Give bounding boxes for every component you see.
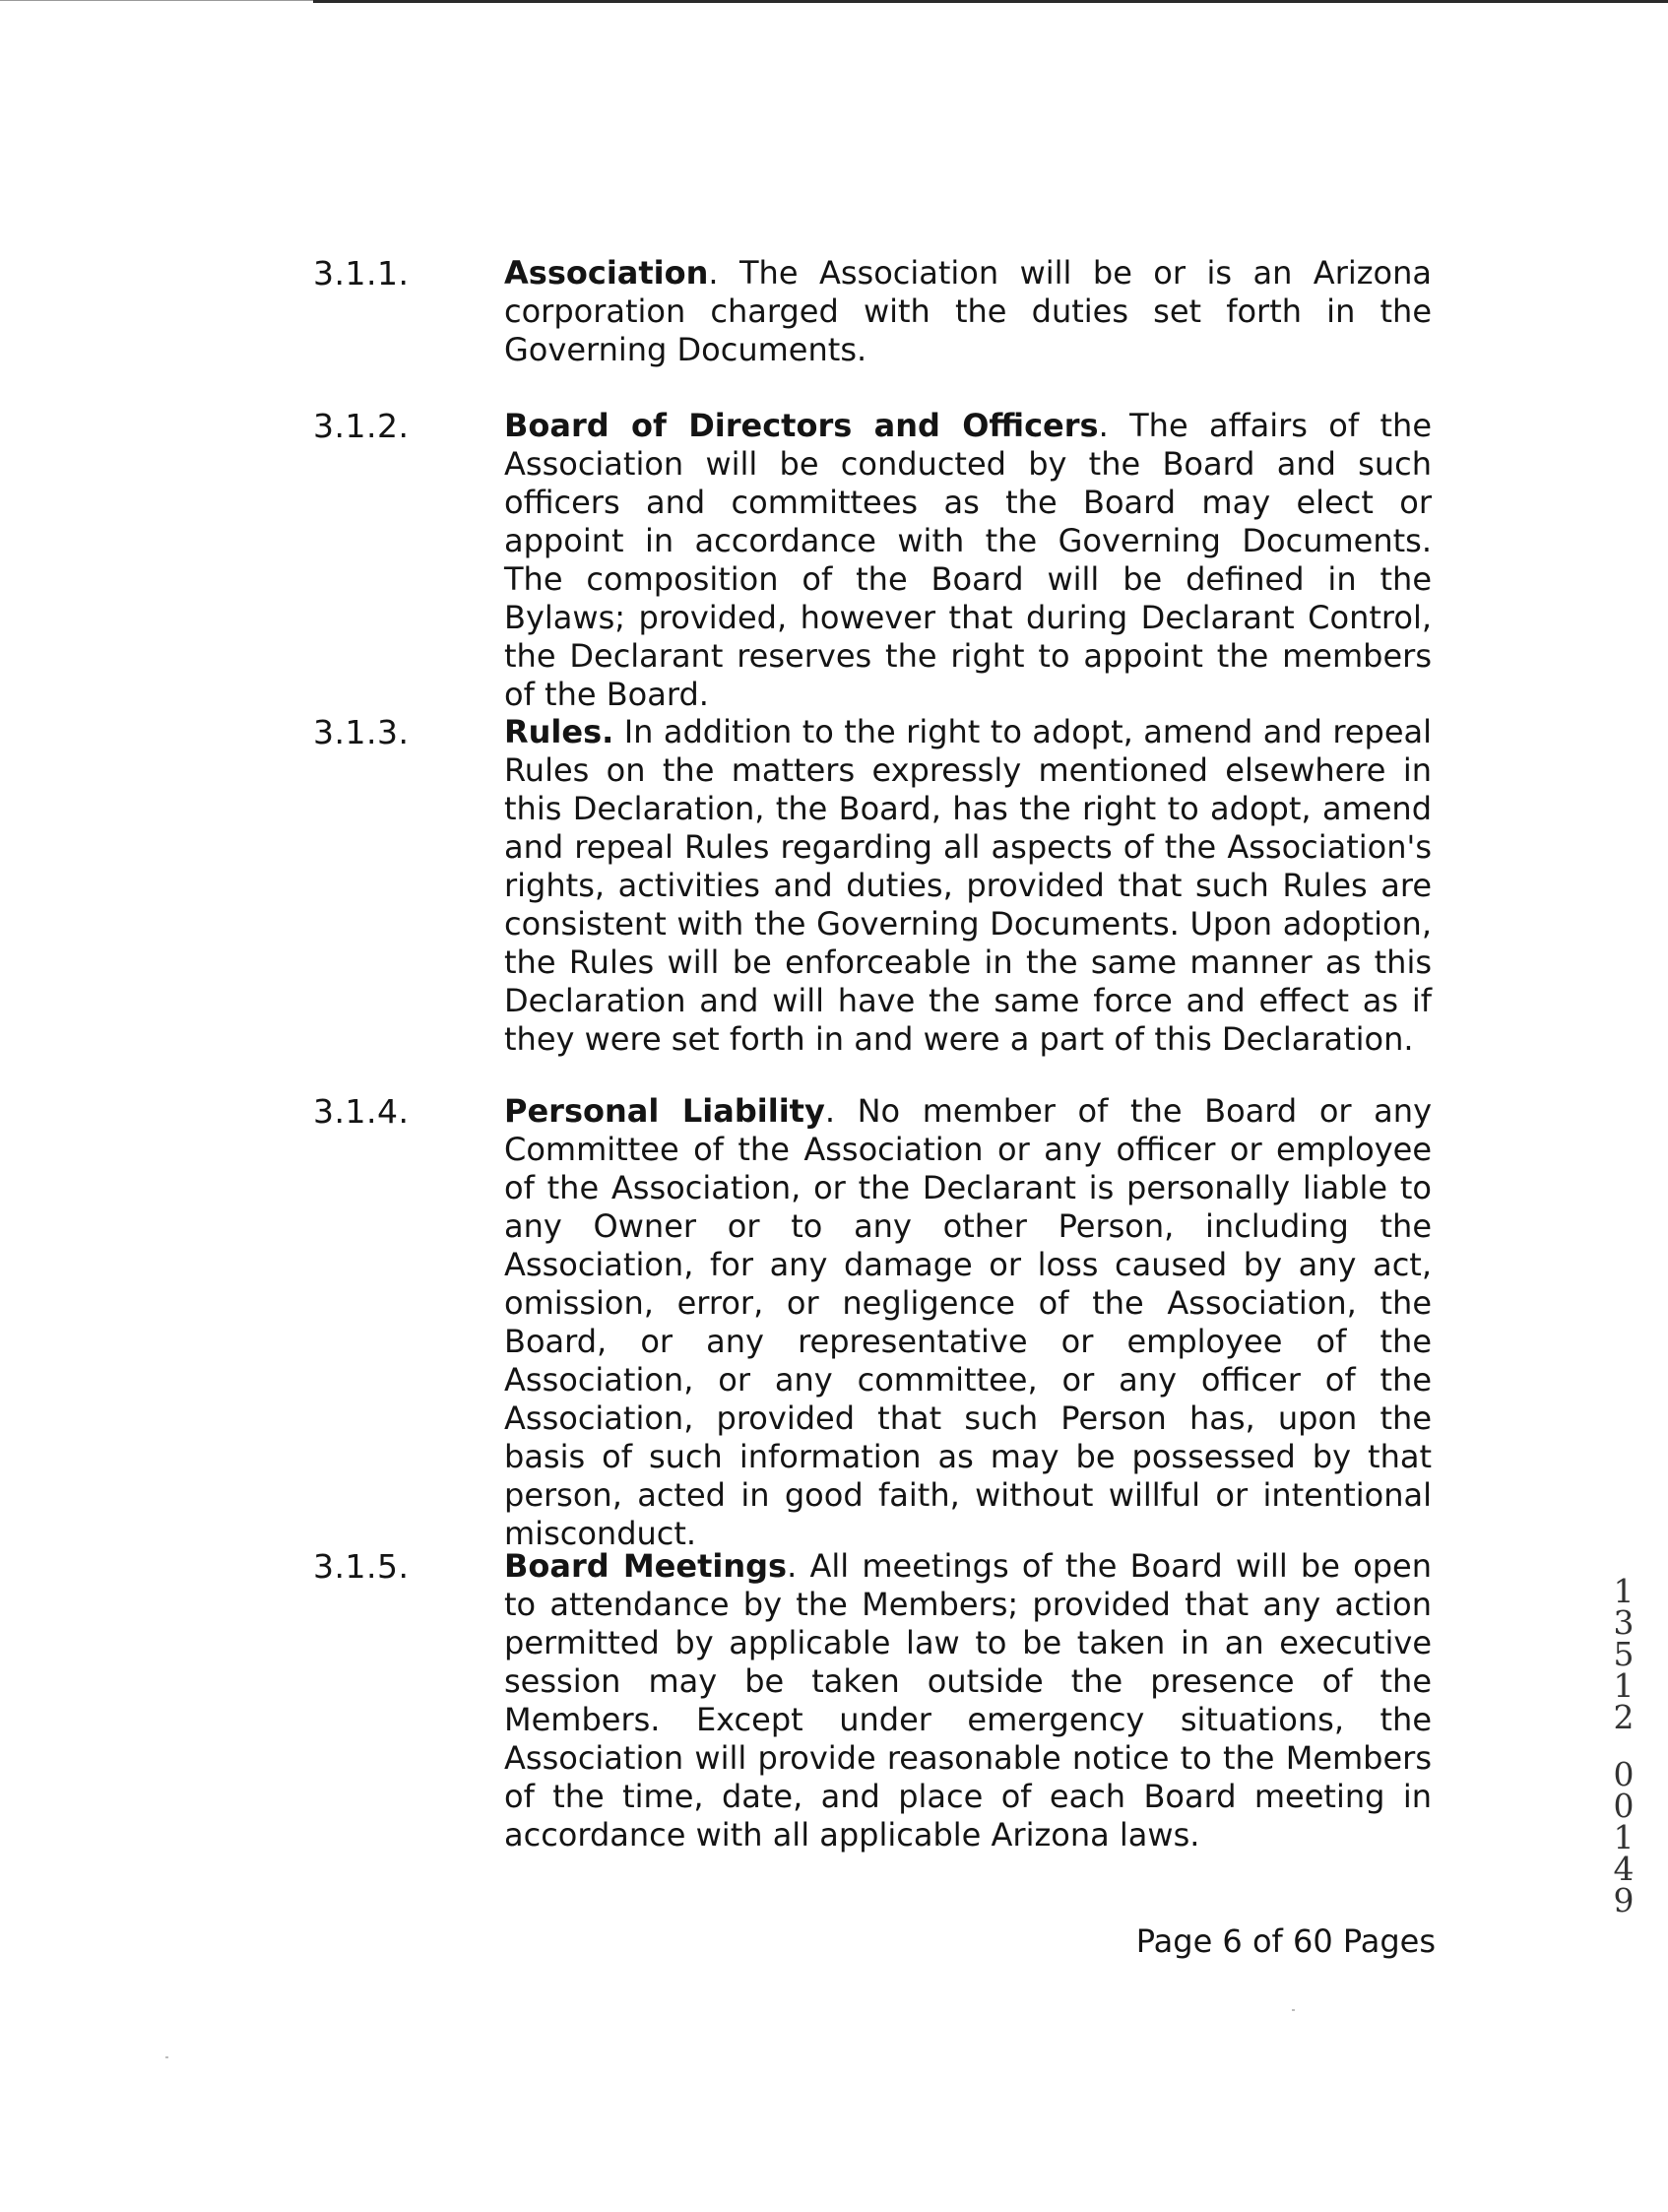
section-body [504, 1092, 1432, 1553]
section-body [504, 713, 1432, 1059]
scan-edge-left [0, 0, 313, 1]
scan-edge-top [313, 0, 1668, 3]
section-title: Board of Directors and Officers [504, 407, 1099, 444]
stamp-digit: 9 [1613, 1881, 1635, 1919]
stamp-digit: 0 [1613, 1755, 1635, 1793]
stamp-digit: 5 [1613, 1635, 1635, 1673]
section-number: 3.1.5. [313, 1547, 410, 1586]
section-number: 3.1.4. [313, 1092, 410, 1131]
section-title: Personal Liability [504, 1092, 825, 1130]
stamp-digit: 3 [1613, 1603, 1635, 1642]
section-text: In addition to the right to adopt, amend and repeal Rules on the matters expressly mentioned elsewhere in this Declaration, the Board, has the right to adopt, amend and repeal Rules regarding all aspects of the Association's rights, activities and duties, provided that such Rules are consistent with the Governing Documents. Upon adoption, the Rules will be enforceable in the same manner as this Declaration and will have the same force and effect as if they were set forth in and were a part of this Declaration. [504, 713, 1432, 1058]
stamp-digit: 1 [1613, 1818, 1635, 1856]
section-title: Board Meetings [504, 1547, 788, 1585]
stamp-digit: 1 [1613, 1666, 1635, 1705]
scan-speck [165, 2056, 168, 2058]
scan-speck [1292, 2009, 1295, 2011]
stamp-digit: 0 [1613, 1787, 1635, 1825]
section-text: . The affairs of the Association will be conducted by the Board and such officers and committees as the Board may elect or appoint in accordance with the Governing Documents. The composition of the Board will be defined in the Bylaws; provided, however that during Declarant Control, the Declarant reserves the right to appoint the members of the Board. [504, 407, 1433, 713]
stamp-digit: 1 [1613, 1572, 1635, 1610]
section-body [504, 407, 1432, 714]
section-text: . No member of the Board or any Committee of the Association or any officer or employee of the Association, or the Declarant is personally liable to any Owner or to any other Person, including the Association, for any damage or loss caused by any act, omission, error, or negligence of the Association, the Board, or any representative or employee of the Association, or any committee, or any officer of the Association, provided that such Person has, upon the basis of such information as may be possessed by that person, acted in good faith, without willful or intentional misconduct. [504, 1092, 1433, 1552]
section-body [504, 254, 1432, 369]
section-title: Rules. [504, 713, 614, 750]
page-number-footer: Page 6 of 60 Pages [1135, 1922, 1436, 1960]
section-text: . The Association will be or is an Arizona corporation charged with the duties set forth in the Governing Documents. [504, 254, 1432, 368]
section-number: 3.1.3. [313, 713, 410, 751]
recording-number-stamp [1611, 1572, 1636, 1919]
section-number: 3.1.2. [313, 407, 410, 445]
stamp-digit: 2 [1613, 1698, 1635, 1736]
section-text: . All meetings of the Board will be open to attendance by the Members; provided that any action permitted by applicable law to be taken in an executive session may be taken outside the presence of the Members. Except under emergency situations, the Association will provide reasonable notice to the Members of the time, date, and place of each Board meeting in accordance with all applicable Arizona laws. [504, 1547, 1433, 1854]
section-number: 3.1.1. [313, 254, 410, 293]
section-title: Association [504, 254, 709, 292]
section-body [504, 1547, 1432, 1854]
stamp-digit: 4 [1613, 1850, 1635, 1888]
